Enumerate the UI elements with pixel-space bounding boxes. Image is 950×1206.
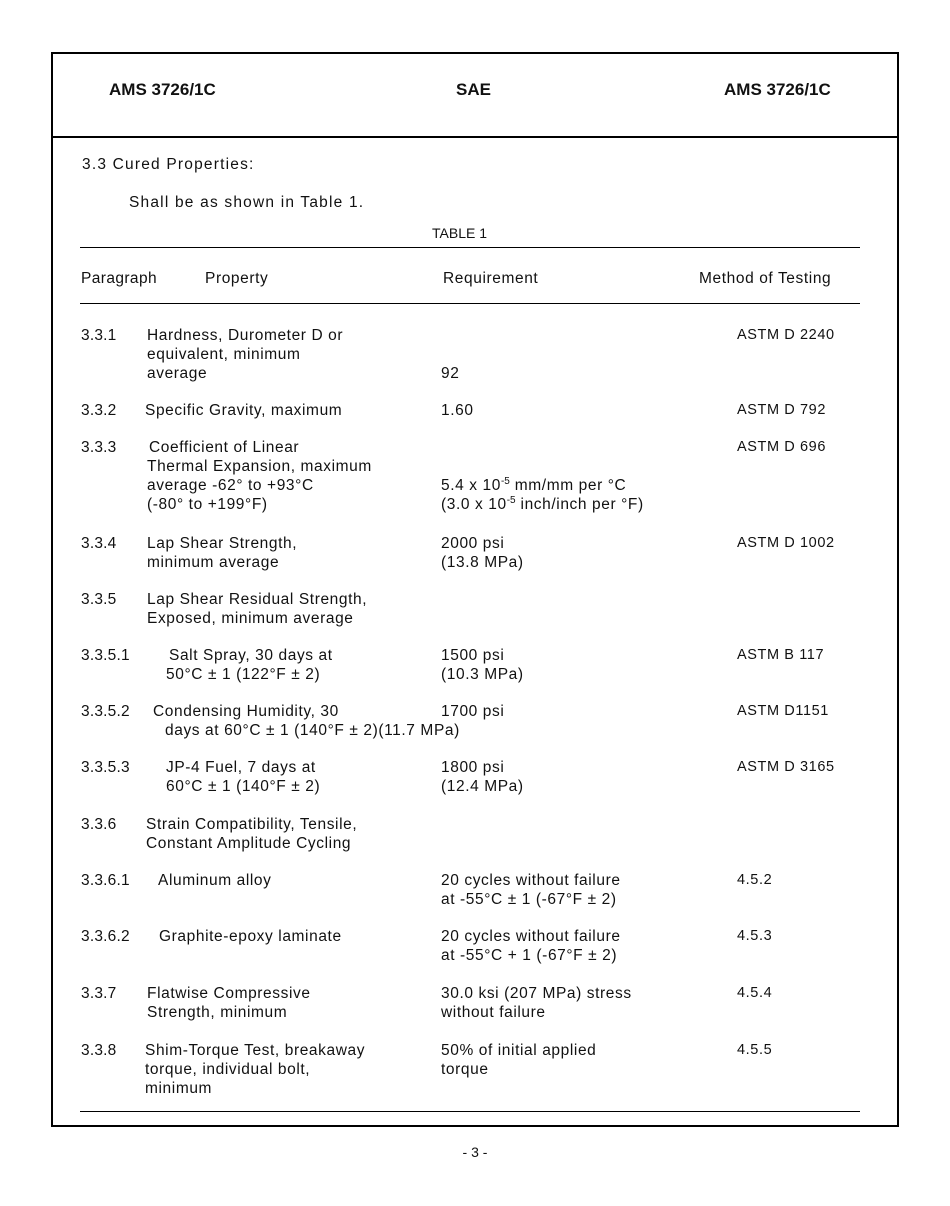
row-property-line: Lap Shear Strength, (147, 535, 298, 552)
row-requirement-line: 50% of initial applied (441, 1042, 597, 1059)
table-header-rule (80, 303, 860, 304)
row-property-line: Thermal Expansion, maximum (147, 458, 372, 475)
row-property-line: average (147, 365, 208, 382)
requirement-exponent: -5 (506, 495, 516, 506)
row-property-line: JP-4 Fuel, 7 days at (166, 759, 316, 776)
row-property-line: average -62° to +93°C (147, 477, 314, 494)
row-requirement-line: at -55°C ± 1 (-67°F ± 2) (441, 891, 617, 908)
row-paragraph-number: 3.3.2 (81, 402, 117, 419)
header-center-org: SAE (456, 80, 491, 99)
row-property-line: Salt Spray, 30 days at (169, 647, 333, 664)
row-test-method: 4.5.3 (737, 928, 773, 944)
table-caption: TABLE 1 (432, 225, 487, 241)
row-test-method: ASTM B 117 (737, 647, 825, 663)
row-test-method: ASTM D 2240 (737, 327, 835, 343)
row-property-line: Aluminum alloy (158, 872, 272, 889)
row-test-method: ASTM D 696 (737, 439, 826, 455)
row-property-line: torque, individual bolt, (145, 1061, 311, 1078)
row-property-line: Specific Gravity, maximum (145, 402, 343, 419)
row-property-line: Shim-Torque Test, breakaway (145, 1042, 366, 1059)
requirement-base: (3.0 x 10 (441, 496, 507, 513)
row-property-line: Exposed, minimum average (147, 610, 354, 627)
col-header-property: Property (205, 270, 269, 287)
row-paragraph-number: 3.3.1 (81, 327, 117, 344)
row-paragraph-number: 3.3.4 (81, 535, 117, 552)
row-property-line: 50°C ± 1 (122°F ± 2) (166, 666, 321, 683)
row-property-line: Constant Amplitude Cycling (146, 835, 352, 852)
row-requirement-line: 1700 psi (441, 703, 505, 720)
row-property-line: (-80° to +199°F) (147, 496, 268, 513)
row-paragraph-number: 3.3.6 (81, 816, 117, 833)
page-number: - 3 - (462, 1144, 488, 1160)
row-test-method: ASTM D 792 (737, 402, 826, 418)
row-paragraph-number: 3.3.5 (81, 591, 117, 608)
row-property-line: days at 60°C ± 1 (140°F ± 2)(11.7 MPa) (165, 722, 460, 739)
row-test-method: 4.5.4 (737, 985, 773, 1001)
row-test-method: ASTM D 1002 (737, 535, 835, 551)
row-requirement-line: (13.8 MPa) (441, 554, 524, 571)
row-requirement-line: 30.0 ksi (207 MPa) stress (441, 985, 632, 1002)
requirement-base: 5.4 x 10 (441, 477, 501, 494)
row-requirement-line (441, 476, 626, 495)
row-requirement-line: (10.3 MPa) (441, 666, 524, 683)
section-intro: Shall be as shown in Table 1. (129, 194, 365, 211)
row-requirement-line: 20 cycles without failure (441, 928, 621, 945)
row-paragraph-number: 3.3.5.3 (81, 759, 130, 776)
row-property-line: 60°C ± 1 (140°F ± 2) (166, 778, 321, 795)
row-paragraph-number: 3.3.5.1 (81, 647, 130, 664)
row-paragraph-number: 3.3.6.1 (81, 872, 130, 889)
row-paragraph-number: 3.3.5.2 (81, 703, 130, 720)
header-left-doc-number: AMS 3726/1C (109, 80, 216, 99)
row-paragraph-number: 3.3.7 (81, 985, 117, 1002)
row-property-line: Strain Compatibility, Tensile, (146, 816, 358, 833)
row-property-line: Hardness, Durometer D or (147, 327, 344, 344)
header-divider (51, 136, 899, 138)
requirement-unit: mm/mm per °C (509, 477, 627, 494)
row-property-line: Coefficient of Linear (149, 439, 300, 456)
row-requirement-line: 1800 psi (441, 759, 505, 776)
row-property-line: equivalent, minimum (147, 346, 301, 363)
row-test-method: 4.5.5 (737, 1042, 773, 1058)
header-right-doc-number: AMS 3726/1C (724, 80, 831, 99)
row-requirement-line: 92 (441, 365, 460, 382)
col-header-paragraph: Paragraph (81, 270, 157, 287)
row-paragraph-number: 3.3.6.2 (81, 928, 130, 945)
table-bottom-rule (80, 1111, 860, 1112)
table-top-rule (80, 247, 860, 248)
row-property-line: Lap Shear Residual Strength, (147, 591, 368, 608)
row-requirement-line: torque (441, 1061, 489, 1078)
row-requirement-line: without failure (441, 1004, 546, 1021)
row-requirement-line: 1.60 (441, 402, 474, 419)
row-paragraph-number: 3.3.3 (81, 439, 117, 456)
row-paragraph-number: 3.3.8 (81, 1042, 117, 1059)
row-requirement-line: (12.4 MPa) (441, 778, 524, 795)
row-requirement-line: 2000 psi (441, 535, 505, 552)
requirement-unit: inch/inch per °F) (515, 496, 644, 513)
row-property-line: minimum (145, 1080, 213, 1097)
requirement-exponent: -5 (500, 476, 510, 487)
row-property-line: minimum average (147, 554, 280, 571)
row-requirement-line: 20 cycles without failure (441, 872, 621, 889)
row-requirement-line (441, 495, 644, 514)
row-property-line: Condensing Humidity, 30 (153, 703, 339, 720)
row-property-line: Graphite-epoxy laminate (159, 928, 342, 945)
row-property-line: Strength, minimum (147, 1004, 288, 1021)
col-header-method: Method of Testing (699, 270, 832, 287)
col-header-requirement: Requirement (443, 270, 539, 287)
row-property-line: Flatwise Compressive (147, 985, 311, 1002)
row-test-method: ASTM D 3165 (737, 759, 835, 775)
row-test-method: ASTM D1151 (737, 703, 829, 719)
row-requirement-line: 1500 psi (441, 647, 505, 664)
row-requirement-line: at -55°C + 1 (-67°F ± 2) (441, 947, 618, 964)
row-test-method: 4.5.2 (737, 872, 773, 888)
section-title: 3.3 Cured Properties: (82, 156, 255, 173)
